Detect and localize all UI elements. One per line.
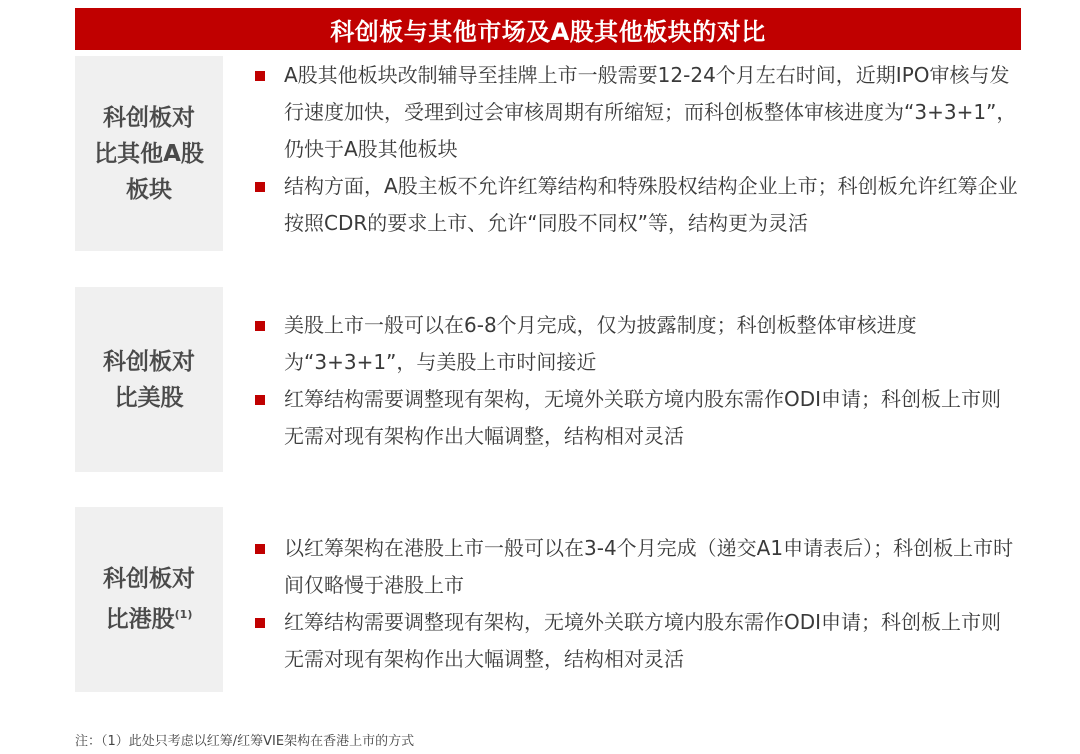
page-title: 科创板与其他市场及A股其他板块的对比	[330, 17, 766, 46]
comparison-row-us	[75, 287, 1021, 472]
row-label-box	[75, 287, 223, 472]
bullet-item	[250, 604, 1021, 678]
comparison-row-hk	[75, 507, 1021, 692]
square-bullet-icon	[255, 182, 265, 192]
row-label-text: 科创板对比港股	[103, 566, 195, 633]
bullet-item	[250, 381, 1021, 455]
row-label-box	[75, 56, 223, 251]
bullet-text: A股其他板块改制辅导至挂牌上市一般需要12-24个月左右时间，近期IPO审核与发行速度加快，受理到过会审核周期有所缩短；而科创板整体审核进度为“3+3+1”，仍快于A股其他板块	[284, 63, 1017, 161]
bullet-item	[250, 307, 1021, 381]
bullet-list	[250, 307, 1021, 455]
bullet-list	[250, 530, 1021, 678]
square-bullet-icon	[255, 71, 265, 81]
bullet-item	[250, 168, 1021, 242]
bullet-text: 美股上市一般可以在6-8个月完成，仅为披露制度；科创板整体审核进度为“3+3+1”，与美股上市时间接近	[284, 313, 917, 374]
comparison-row-a-share	[75, 56, 1021, 251]
bullet-text: 以红筹架构在港股上市一般可以在3-4个月完成（递交A1申请表后）；科创板上市时间仅略慢于港股上市	[284, 536, 1014, 597]
square-bullet-icon	[255, 618, 265, 628]
title-bar	[75, 8, 1021, 50]
bullet-text: 红筹结构需要调整现有架构，无境外关联方境内股东需作ODI申请；科创板上市则无需对现有架构作出大幅调整，结构相对灵活	[284, 610, 1002, 671]
square-bullet-icon	[255, 395, 265, 405]
bullet-item	[250, 57, 1021, 168]
row-label-box	[75, 507, 223, 692]
footnote-marker: (1)	[174, 608, 193, 622]
bullet-text: 红筹结构需要调整现有架构，无境外关联方境内股东需作ODI申请；科创板上市则无需对现有架构作出大幅调整，结构相对灵活	[284, 387, 1002, 448]
row-label: 科创板对比美股	[103, 348, 195, 411]
bullet-text: 结构方面，A股主板不允许红筹结构和特殊股权结构企业上市；科创板允许红筹企业按照CDR的要求上市、允许“同股不同权”等，结构更为灵活	[284, 174, 1018, 235]
row-label	[94, 561, 204, 638]
bullet-item	[250, 530, 1021, 604]
bullet-list	[250, 57, 1021, 242]
square-bullet-icon	[255, 321, 265, 331]
footnote: 注：（1）此处只考虑以红筹/红筹VIE架构在香港上市的方式	[75, 734, 415, 749]
square-bullet-icon	[255, 544, 265, 554]
row-label: 科创板对比其他A股板块	[94, 104, 204, 203]
